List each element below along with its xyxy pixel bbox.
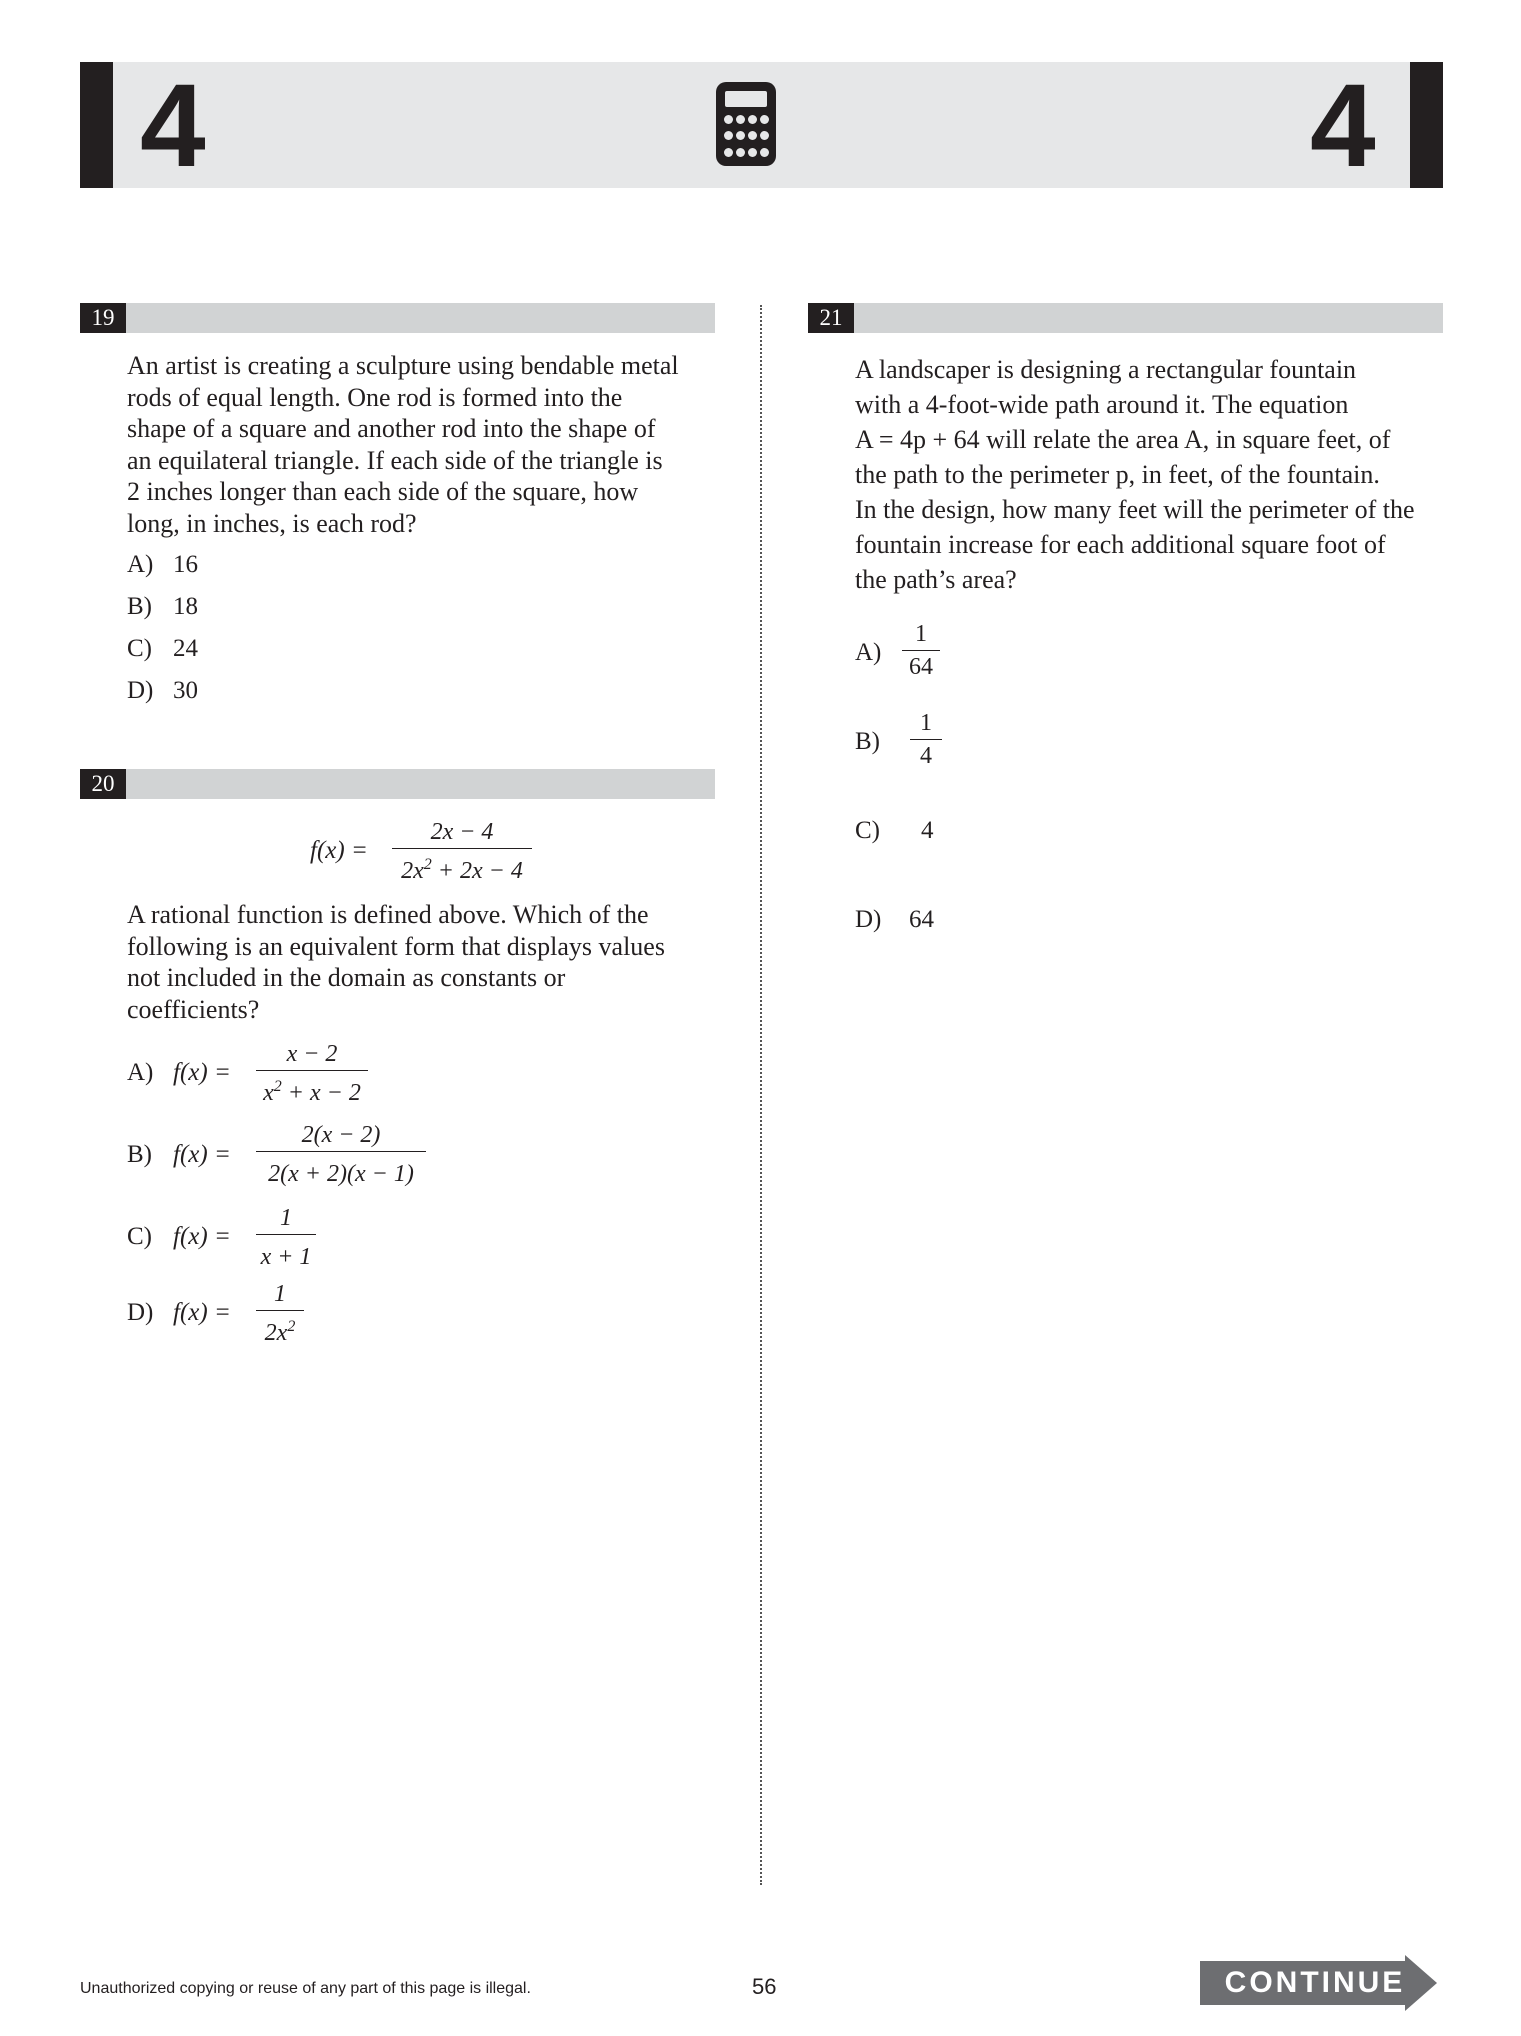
stem-line: with a 4-foot-wide path around it. The equation bbox=[855, 390, 1349, 419]
choice-21-b[interactable]: B) bbox=[855, 728, 880, 755]
function-definition-lhs: f(x) = bbox=[310, 837, 368, 864]
stem-line: shape of a square and another rod into the shape of bbox=[127, 414, 656, 443]
choice-20-c[interactable]: C) f(x) = bbox=[127, 1223, 231, 1250]
choice-19-c[interactable]: C) 24 bbox=[127, 635, 198, 662]
page-number: 56 bbox=[752, 1974, 777, 1999]
choice-20-a[interactable]: A) f(x) = bbox=[127, 1059, 231, 1086]
stem-line: coefficients? bbox=[127, 994, 260, 1024]
choice-20-c-fraction: $\frac{1}{x + 1}$ bbox=[256, 1204, 316, 1271]
stem-line: A = 4p + 64 will relate the area A, in square feet, of bbox=[855, 425, 1391, 454]
section-number-right: 4 bbox=[1310, 60, 1376, 192]
question-number: 20 bbox=[80, 769, 126, 799]
header-bar-left bbox=[80, 62, 113, 188]
stem-line: An artist is creating a sculpture using bendable metal bbox=[127, 351, 679, 380]
stem-line: an equilateral triangle. If each side of the triangle is bbox=[127, 445, 663, 475]
question-21-header bbox=[808, 303, 1443, 333]
header-bar-right bbox=[1410, 62, 1443, 188]
question-19-stem bbox=[127, 350, 727, 539]
question-21-stem bbox=[855, 352, 1455, 597]
choice-21-b-fraction: $\frac{1}{4}$ bbox=[910, 709, 942, 770]
choice-19-d[interactable]: D) 30 bbox=[127, 677, 198, 704]
stem-line: not included in the domain as constants or bbox=[127, 963, 566, 992]
function-definition-fraction: $\frac{2x - 4}{2x^2 + 2x - 4}$ bbox=[392, 818, 532, 885]
stem-line: 2 inches longer than each side of the square, how bbox=[127, 477, 639, 506]
choice-20-d-fraction: $\frac{1}{2x^2}$ bbox=[256, 1280, 304, 1347]
question-19-header bbox=[80, 303, 715, 333]
choice-21-a[interactable]: A) bbox=[855, 639, 882, 666]
stem-line: In the design, how many feet will the perimeter of the bbox=[855, 495, 1415, 524]
continue-label: CONTINUE bbox=[1224, 1966, 1406, 1999]
stem-line: following is an equivalent form that displays values bbox=[127, 931, 665, 961]
stem-line: long, in inches, is each rod? bbox=[127, 508, 417, 538]
stem-line: A landscaper is designing a rectangular fountain bbox=[855, 355, 1357, 384]
choice-21-a-fraction: $\frac{1}{64}$ bbox=[902, 620, 940, 681]
denominator: $2x^2 + 2x - 4$ bbox=[401, 856, 523, 884]
copyright-notice: Unauthorized copying or reuse of any part of this page is illegal. bbox=[80, 1980, 531, 1997]
choice-19-a[interactable]: A) 16 bbox=[127, 551, 198, 578]
stem-line: the path to the perimeter p, in feet, of the fountain. bbox=[855, 460, 1380, 489]
stem-line: the path’s area? bbox=[855, 565, 1017, 594]
question-number: 19 bbox=[80, 303, 126, 333]
stem-line: fountain increase for each additional square foot of bbox=[855, 530, 1386, 559]
choice-21-c[interactable]: C) 4 bbox=[855, 817, 934, 844]
choice-20-b-fraction: $\frac{2(x - 2)}{2(x + 2)(x - 1)}$ bbox=[256, 1121, 426, 1188]
question-20-stem bbox=[127, 899, 727, 1025]
stem-line: A rational function is defined above. Which of the bbox=[127, 900, 649, 929]
question-20-header bbox=[80, 769, 715, 799]
column-divider bbox=[760, 305, 762, 1885]
calculator-icon bbox=[716, 82, 776, 166]
continue-button[interactable] bbox=[1200, 1955, 1440, 2011]
stem-line: rods of equal length. One rod is formed into the bbox=[127, 382, 623, 412]
choice-21-d[interactable]: D) 64 bbox=[855, 906, 934, 933]
section-number-left: 4 bbox=[140, 60, 206, 192]
choice-20-b[interactable]: B) f(x) = bbox=[127, 1141, 231, 1168]
question-number: 21 bbox=[808, 303, 854, 333]
choice-20-d[interactable]: D) f(x) = bbox=[127, 1299, 231, 1326]
choice-19-b[interactable]: B) 18 bbox=[127, 593, 198, 620]
choice-20-a-fraction: $\frac{x - 2}{x^2 + x - 2}$ bbox=[256, 1040, 368, 1107]
